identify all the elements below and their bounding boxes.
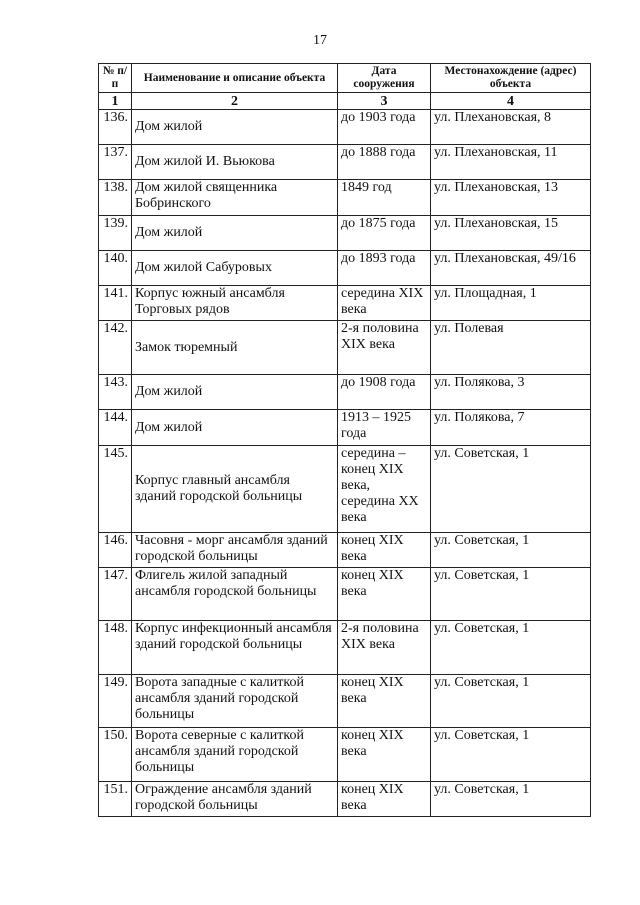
construction-date: до 1908 года (338, 375, 431, 410)
construction-date: 1849 год (338, 180, 431, 216)
object-address: ул. Полевая (431, 321, 591, 375)
table-row (99, 568, 591, 621)
table-row (99, 446, 591, 533)
construction-date: до 1903 года (338, 110, 431, 145)
object-address: ул. Площадная, 1 (431, 286, 591, 321)
object-name: Флигель жилой западный ансамбля городской больницы (132, 568, 338, 621)
construction-date: середина – конец XIX века, середина XX века (338, 446, 431, 533)
construction-date: конец XIX века (338, 675, 431, 728)
object-address: ул. Советская, 1 (431, 728, 591, 782)
construction-date: конец XIX века (338, 728, 431, 782)
row-number: 136. (99, 110, 132, 145)
row-number: 147. (99, 568, 132, 621)
table-row (99, 533, 591, 568)
construction-date: 2-я половина XIX века (338, 321, 431, 375)
construction-date: 1913 – 1925 года (338, 410, 431, 446)
object-address: ул. Советская, 1 (431, 568, 591, 621)
table-row (99, 110, 591, 145)
construction-date: конец XIX века (338, 782, 431, 817)
object-name: Дом жилой (132, 216, 338, 251)
row-number: 146. (99, 533, 132, 568)
object-address: ул. Плехановская, 8 (431, 110, 591, 145)
object-address: ул. Советская, 1 (431, 675, 591, 728)
column-number-2: 2 (132, 93, 338, 110)
row-number: 149. (99, 675, 132, 728)
construction-date: конец XIX века (338, 533, 431, 568)
table-row (99, 621, 591, 675)
row-number: 148. (99, 621, 132, 675)
header-location: Местонахождение (адрес) объекта (431, 64, 591, 93)
construction-date: конец XIX века (338, 568, 431, 621)
construction-date: до 1893 года (338, 251, 431, 286)
column-number-1: 1 (99, 93, 132, 110)
row-number: 137. (99, 145, 132, 180)
object-address: ул. Плехановская, 11 (431, 145, 591, 180)
object-name: Ворота западные с калиткой ансамбля зданий городской больницы (132, 675, 338, 728)
column-number-4: 4 (431, 93, 591, 110)
construction-date: до 1888 года (338, 145, 431, 180)
table-row (99, 321, 591, 375)
construction-date: до 1875 года (338, 216, 431, 251)
object-address: ул. Полякова, 3 (431, 375, 591, 410)
row-number: 139. (99, 216, 132, 251)
object-name: Дом жилой священника Бобринского (132, 180, 338, 216)
table-row (99, 728, 591, 782)
object-address: ул. Плехановская, 15 (431, 216, 591, 251)
object-name: Дом жилой (132, 410, 338, 446)
heritage-objects-table (98, 63, 591, 817)
row-number: 143. (99, 375, 132, 410)
table-row (99, 286, 591, 321)
object-name: Ворота северные с калиткой ансамбля зданий городской больницы (132, 728, 338, 782)
column-numbers-row (99, 93, 591, 110)
object-name: Корпус инфекционный ансамбля зданий городской больницы (132, 621, 338, 675)
object-address: ул. Советская, 1 (431, 621, 591, 675)
table-row (99, 375, 591, 410)
row-number: 140. (99, 251, 132, 286)
object-name: Дом жилой (132, 375, 338, 410)
row-number: 142. (99, 321, 132, 375)
construction-date: середина XIX века (338, 286, 431, 321)
object-address: ул. Советская, 1 (431, 782, 591, 817)
object-name: Корпус южный ансамбля Торговых рядов (132, 286, 338, 321)
table-row (99, 180, 591, 216)
table-row (99, 145, 591, 180)
header-num: № п/п (99, 64, 132, 93)
table-header-row (99, 64, 591, 93)
column-number-3: 3 (338, 93, 431, 110)
object-name: Замок тюремный (132, 321, 338, 375)
header-name: Наименование и описание объекта (132, 64, 338, 93)
table-row (99, 216, 591, 251)
row-number: 150. (99, 728, 132, 782)
object-name: Корпус главный ансамбля зданий городской больницы (132, 446, 338, 533)
row-number: 144. (99, 410, 132, 446)
table-row (99, 675, 591, 728)
row-number: 145. (99, 446, 132, 533)
object-address: ул. Советская, 1 (431, 446, 591, 533)
object-name: Дом жилой И. Вьюкова (132, 145, 338, 180)
table-row (99, 410, 591, 446)
row-number: 141. (99, 286, 132, 321)
construction-date: 2-я половина XIX века (338, 621, 431, 675)
object-name: Часовня - морг ансамбля зданий городской больницы (132, 533, 338, 568)
object-address: ул. Плехановская, 49/16 (431, 251, 591, 286)
header-date: Дата сооружения (338, 64, 431, 93)
object-name: Ограждение ансамбля зданий городской больницы (132, 782, 338, 817)
object-name: Дом жилой Сабуровых (132, 251, 338, 286)
object-address: ул. Плехановская, 13 (431, 180, 591, 216)
table-row (99, 251, 591, 286)
object-address: ул. Советская, 1 (431, 533, 591, 568)
table-row (99, 782, 591, 817)
object-address: ул. Полякова, 7 (431, 410, 591, 446)
row-number: 151. (99, 782, 132, 817)
row-number: 138. (99, 180, 132, 216)
object-name: Дом жилой (132, 110, 338, 145)
page-number: 17 (313, 33, 327, 48)
